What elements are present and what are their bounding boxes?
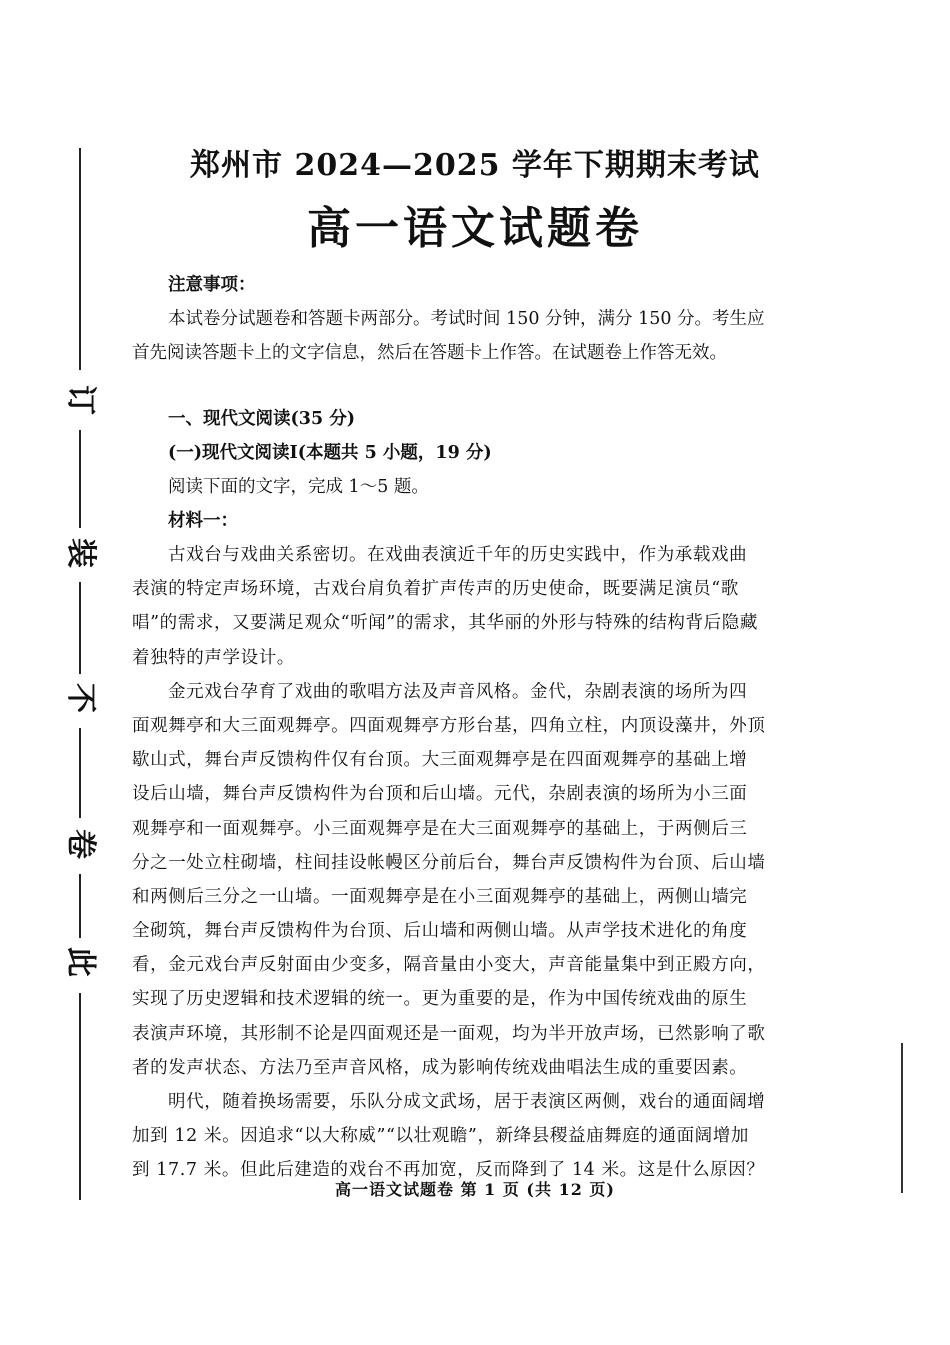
binding-char: 装 bbox=[63, 538, 98, 568]
passage-line: 者的发声状态、方法乃至声音风格，成为影响传统戏曲唱法生成的重要因素。 bbox=[132, 1057, 748, 1078]
right-margin-bar bbox=[901, 1043, 903, 1193]
passage-line: 设后山墙，舞台声反馈构件为台顶和后山墙。元代，杂剧表演的场所为小三面 bbox=[132, 784, 748, 805]
passage-line: 表演声环境，其形制不论是四面观还是一面观，均为半开放声场，已然影响了歌 bbox=[132, 1023, 766, 1044]
page-footer: 高一语文试题卷 第 1 页 (共 12 页) bbox=[335, 1180, 615, 1199]
passage-line: 实现了历史逻辑和技术逻辑的统一。更为重要的是，作为中国传统戏曲的原生 bbox=[132, 989, 748, 1010]
notice-line: 首先阅读答题卡上的文字信息，然后在答题卡上作答。在试题卷上作答无效。 bbox=[132, 343, 727, 363]
section-subheading: (一)现代文阅读Ⅰ(本题共 5 小题，19 分) bbox=[168, 443, 492, 463]
binding-char: 此 bbox=[63, 947, 98, 977]
passage-line: 看，金元戏台声反射面由少变多，隔音量由小变大，声音能量集中到正殿方向， bbox=[132, 955, 766, 976]
section-heading: 一、现代文阅读(35 分) bbox=[168, 409, 356, 429]
passage-line: 观舞亭和一面观舞亭。小三面观舞亭是在大三面观舞亭的基础上，于两侧后三 bbox=[132, 818, 748, 839]
material-label: 材料一： bbox=[168, 511, 238, 531]
paper-title: 高一语文试题卷 bbox=[307, 203, 643, 254]
passage-line: 和两侧后三分之一山墙。一面观舞亭是在小三面观舞亭的基础上，两侧山墙完 bbox=[132, 886, 748, 907]
passage-line: 面观舞亭和大三面观舞亭。四面观舞亭方形台基，四角立柱，内顶设藻井，外顶 bbox=[132, 715, 766, 736]
binding-line-segment bbox=[79, 582, 81, 674]
passage-line: 金元戏台孕育了戏曲的歌唱方法及声音风格。金代，杂剧表演的场所为四 bbox=[168, 681, 748, 702]
binding-char: 不 bbox=[63, 683, 98, 713]
content-area bbox=[132, 268, 858, 1188]
passage-line: 全砌筑，舞台声反馈构件为台顶、后山墙和两侧山墙。从声学技术进化的角度 bbox=[132, 921, 748, 942]
passage-line: 明代，随着换场需要，乐队分成文武场，居于表演区两侧，戏台的通面阔增 bbox=[168, 1092, 766, 1112]
passage-line: 唱”的需求，又要满足观众“听闻”的需求，其华丽的外形与特殊的结构背后隐藏 bbox=[132, 613, 758, 634]
notice-heading: 注意事项： bbox=[168, 275, 256, 295]
passage-line: 加到 12 米。因追求“以大称威”“以壮观瞻”，新绛县稷益庙舞庭的通面阔增加 bbox=[132, 1126, 749, 1147]
passage bbox=[132, 538, 858, 1188]
passage-line: 着独特的声学设计。 bbox=[132, 647, 295, 668]
passage-line: 古戏台与戏曲关系密切。在戏曲表演近千年的历史实践中，作为承载戏曲 bbox=[168, 545, 748, 565]
passage-line: 到 17.7 米。但此后建造的戏台不再加宽，反而降到了 14 米。这是什么原因？ bbox=[132, 1160, 765, 1181]
binding-line-segment bbox=[79, 993, 81, 1200]
binding-line-segment bbox=[79, 728, 81, 818]
passage-line: 表演的特定声场环境，古戏台肩负着扩声传声的历史使命，既要满足演员“歌 bbox=[132, 579, 739, 600]
passage-line: 分之一处立柱砌墙，柱间挂设帐幔区分前后台，舞台声反馈构件为台顶、后山墙 bbox=[132, 852, 766, 873]
reading-instruction: 阅读下面的文字，完成 1～5 题。 bbox=[168, 477, 429, 497]
binding-char: 订 bbox=[63, 385, 98, 415]
binding-char: 卷 bbox=[63, 829, 98, 859]
binding-margin bbox=[60, 148, 100, 1200]
binding-line-segment bbox=[79, 874, 81, 938]
binding-line-segment bbox=[79, 430, 81, 528]
exam-title: 郑州市 2024—2025 学年下期期末考试 bbox=[190, 148, 760, 183]
passage-line: 歇山式，舞台声反馈构件仅有台顶。大三面观舞亭是在四面观舞亭的基础上增 bbox=[132, 750, 748, 771]
notice-line: 本试卷分试题卷和答题卡两部分。考试时间 150 分钟，满分 150 分。考生应 bbox=[168, 309, 765, 329]
